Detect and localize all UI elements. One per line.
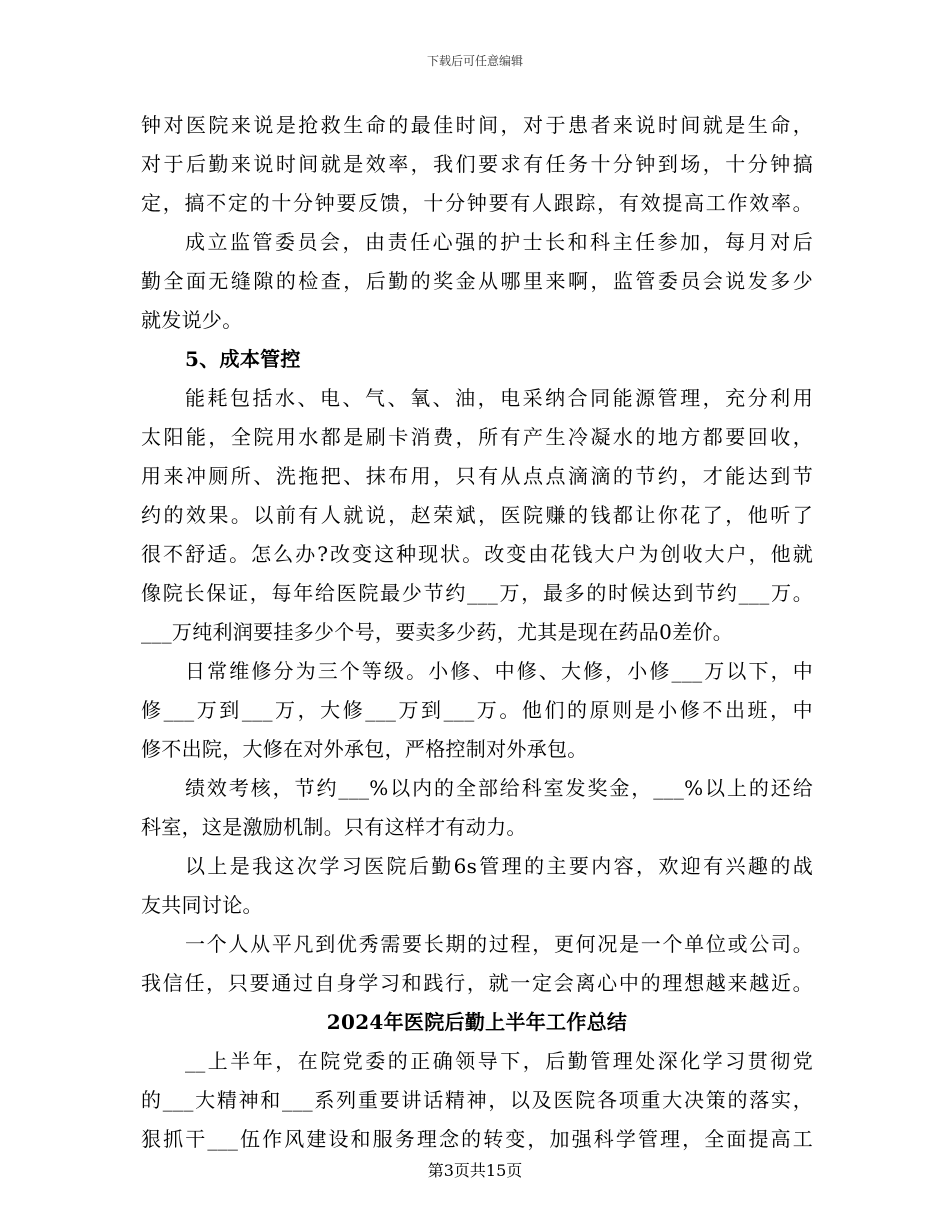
paragraph-line: ___万纯利润要挂多少个号，要卖多少药，尤其是现在药品0差价。 [141, 620, 734, 644]
paragraph-line: 我信任，只要通过自身学习和践行，就一定会离心中的理想越来越近。 [141, 971, 813, 995]
document-title: 2024年医院后勤上半年工作总结 [326, 1010, 628, 1034]
paragraph-line: 友共同讨论。 [141, 893, 263, 917]
paragraph-line: 成立监管委员会，由责任心强的护士长和科主任参加，每月对后 [185, 230, 813, 254]
paragraph-line: 绩效考核，节约___%以内的全部给科室发奖金，___%以上的还给 [185, 776, 813, 800]
paragraph-line: __上半年，在院党委的正确领导下，后勤管理处深化学习贯彻党 [185, 1049, 813, 1073]
paragraph-line: 很不舒适。怎么办?改变这种现状。改变由花钱大户为创收大户，他就 [141, 542, 813, 566]
paragraph-line: 修不出院，大修在对外承包，严格控制对外承包。 [141, 737, 588, 761]
paragraph-line: 以上是我这次学习医院后勤6s管理的主要内容，欢迎有兴趣的战 [185, 854, 813, 878]
paragraph-line: 太阳能，全院用水都是刷卡消费，所有产生冷凝水的地方都要回收， [141, 425, 813, 449]
paragraph-line: 定，搞不定的十分钟要反馈，十分钟要有人跟踪，有效提高工作效率。 [141, 191, 813, 215]
paragraph-line: 日常维修分为三个等级。小修、中修、大修，小修___万以下，中 [185, 659, 813, 683]
paragraph-line: 钟对医院来说是抢救生命的最佳时间，对于患者来说时间就是生命， [141, 113, 813, 137]
paragraph-line: 科室，这是激励机制。只有这样才有动力。 [141, 815, 527, 839]
document-body [141, 106, 813, 1159]
paragraph-line: 能耗包括水、电、气、氧、油，电采纳合同能源管理，充分利用 [185, 386, 813, 410]
page-header: 下载后可任意编辑 [426, 54, 523, 68]
paragraph-line: 勤全面无缝隙的检查，后勤的奖金从哪里来啊，监管委员会说发多少 [141, 269, 813, 293]
paragraph-line: 约的效果。以前有人就说，赵荣斌，医院赚的钱都让你花了，他听了 [141, 503, 813, 527]
paragraph-line: 狠抓干___伍作风建设和服务理念的转变，加强科学管理，全面提高工 [141, 1127, 813, 1151]
paragraph-line: 像院长保证，每年给医院最少节约___万，最多的时候达到节约___万。 [141, 581, 813, 605]
paragraph-line: 就发说少。 [141, 308, 243, 332]
paragraph-line: 对于后勤来说时间就是效率，我们要求有任务十分钟到场，十分钟搞 [141, 152, 813, 176]
paragraph-line: 修___万到___万，大修___万到___万。他们的原则是小修不出班，中 [141, 698, 813, 722]
paragraph-line: 的___大精神和___系列重要讲话精神，以及医院各项重大决策的落实， [141, 1088, 813, 1112]
page-number: 第3页共15页 [427, 1161, 523, 1180]
section-heading: 5、成本管控 [185, 347, 301, 371]
paragraph-line: 用来冲厕所、洗拖把、抹布用，只有从点点滴滴的节约，才能达到节 [141, 464, 813, 488]
paragraph-line: 一个人从平凡到优秀需要长期的过程，更何况是一个单位或公司。 [185, 932, 813, 956]
